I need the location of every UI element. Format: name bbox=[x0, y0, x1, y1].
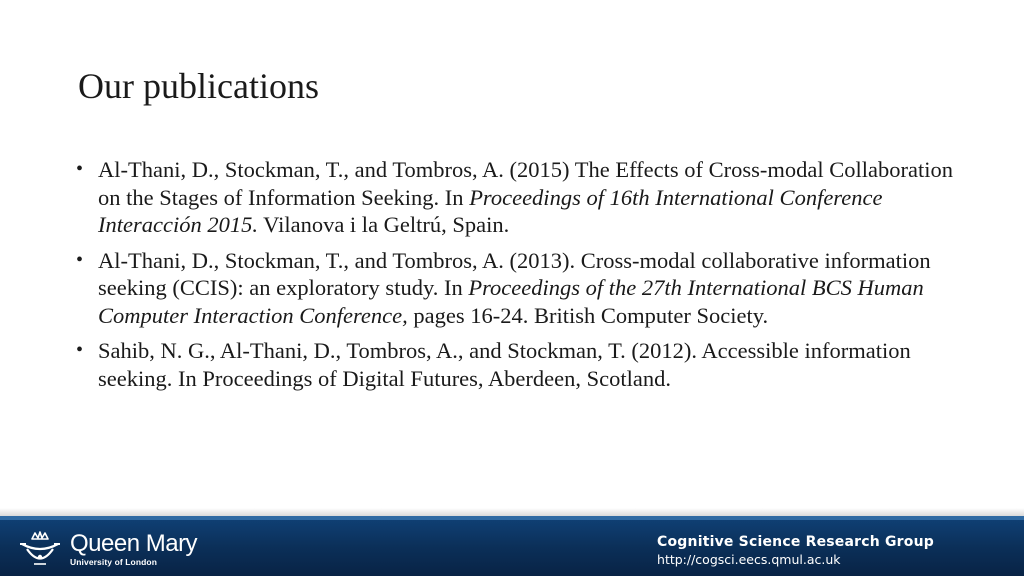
publication-venue: Proceedings of 16th International Conference Interacción 2015. bbox=[98, 184, 883, 237]
publication-text: Sahib, N. G., Al-Thani, D., Tombros, A., and Stockman, T. (2012). Accessible information seeking. In Proceedings of Digital Futures, Aberdeen, Scotland. bbox=[98, 338, 911, 391]
footer-bar bbox=[0, 516, 1024, 576]
footer-shadow bbox=[0, 508, 1024, 516]
research-group bbox=[657, 533, 934, 569]
publication-text: Al-Thani, D., Stockman, T., and Tombros, A. (2013). Cross-modal collaborative information seeking (CCIS): an exploratory study. In bbox=[98, 247, 931, 300]
publication-venue: Proceedings of the 27th International BCS Human Computer Interaction Conference, bbox=[98, 275, 924, 328]
publication-location: Vilanova i la Geltrú, Spain. bbox=[257, 212, 510, 237]
publication-text: Al-Thani, D., Stockman, T., and Tombros, A. (2015) The Effects of Cross-modal Collaboration on the Stages of Information Seeking. In bbox=[98, 157, 953, 210]
slide-title: Our publications bbox=[78, 66, 319, 106]
university-name: Queen Mary bbox=[70, 530, 198, 557]
bullet-icon: • bbox=[76, 248, 84, 271]
university-subtitle: University of London bbox=[70, 557, 157, 567]
publication-item bbox=[76, 337, 956, 392]
university-wordmark bbox=[70, 532, 197, 568]
bullet-icon: • bbox=[76, 339, 84, 361]
group-name: Cognitive Science Research Group bbox=[657, 534, 934, 550]
publication-pages: pages 16-24. British Computer Society. bbox=[407, 302, 769, 328]
publication-list bbox=[76, 156, 956, 400]
publication-item bbox=[76, 247, 956, 330]
publication-item bbox=[76, 156, 956, 239]
crest-icon bbox=[18, 530, 62, 570]
group-url: http://cogsci.eecs.qmul.ac.uk bbox=[657, 552, 841, 567]
university-logo bbox=[18, 528, 197, 572]
bullet-icon: • bbox=[76, 158, 84, 180]
